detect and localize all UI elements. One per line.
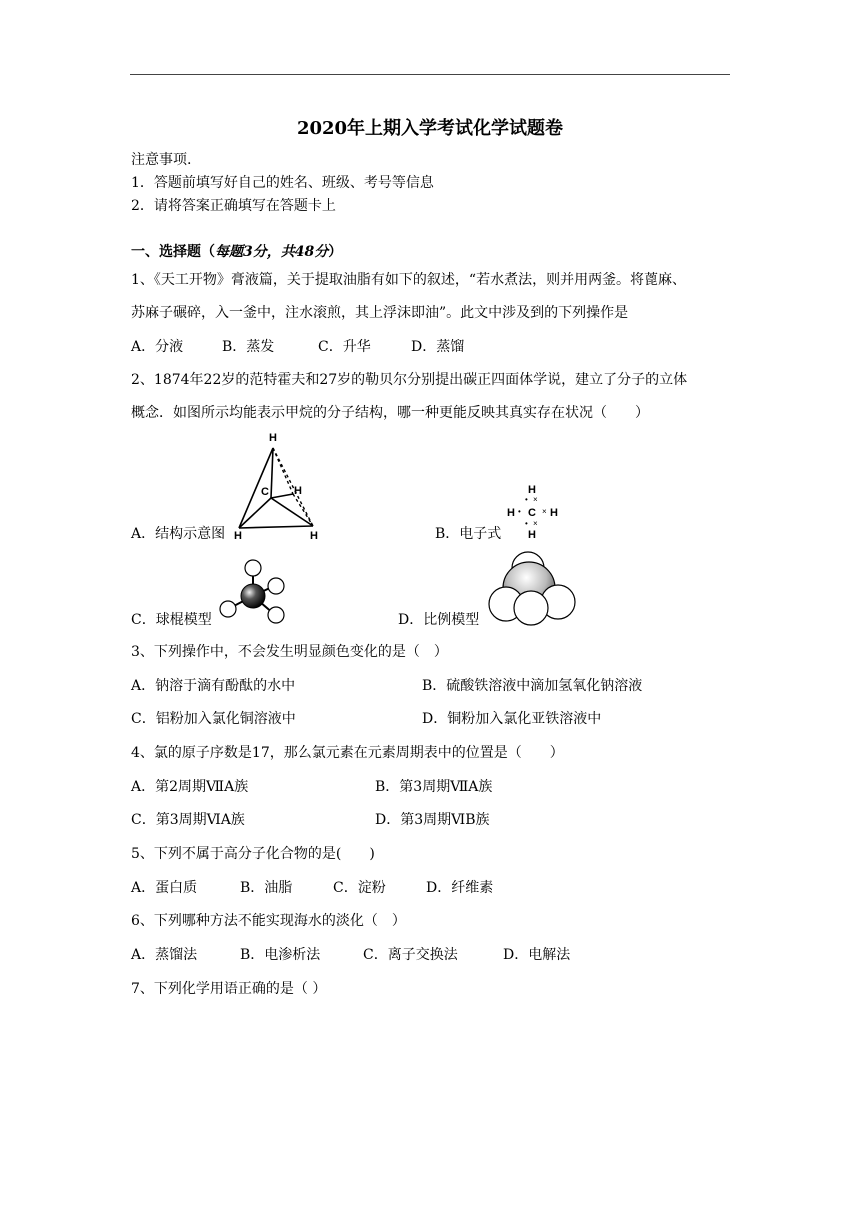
q2-stem-line-2: 概念．如图所示均能表示甲烷的分子结构，哪一种更能反映其真实存在状况（ ） — [131, 405, 649, 421]
ef-cross: × — [542, 507, 547, 516]
q3-option-b: B．硫酸铁溶液中滴加氢氧化钠溶液 — [422, 678, 643, 694]
ef-cross: × — [533, 495, 538, 504]
methane-space-filling-model — [486, 550, 578, 626]
ef-h-bottom: H — [528, 529, 536, 541]
q2-option-b: B．电子式 — [435, 526, 502, 542]
q4-option-a: A．第2周期ⅦA族 — [131, 779, 249, 795]
q6-option-c: C．离子交换法 — [363, 947, 458, 963]
q2-option-a: A．结构示意图 — [131, 526, 226, 542]
methane-structure-diagram — [226, 428, 326, 544]
section-heading: 一、选择题（每题3分，共48分） — [131, 244, 343, 260]
q1-stem-line-1: 1、《天工开物》膏液篇，关于提取油脂有如下的叙述，“若水煮法，则并用两釜。将蓖麻、 — [131, 272, 687, 288]
q4-option-d: D．第3周期ⅥB族 — [375, 812, 490, 828]
q1-option-a: A．分液 — [131, 339, 184, 355]
q5-option-b: B．油脂 — [240, 880, 293, 896]
q2-option-c: C．球棍模型 — [131, 612, 212, 628]
q3-option-c: C．铝粉加入氯化铜溶液中 — [131, 711, 296, 727]
notes-item-1: 1．答题前填写好自己的姓名、班级、考号等信息 — [131, 175, 434, 191]
page-title: 2020年上期入学考试化学试题卷 — [296, 118, 564, 139]
ef-h-left: H — [507, 507, 515, 519]
q4-stem: 4、氯的原子序数是17，那么氯元素在元素周期表中的位置是（ ） — [131, 745, 564, 761]
q6-stem: 6、下列哪种方法不能实现海水的淡化（ ） — [131, 913, 406, 929]
notes-heading: 注意事项. — [131, 152, 192, 168]
ef-dot: • — [525, 495, 528, 504]
q4-option-c: C．第3周期ⅥA族 — [131, 812, 245, 828]
ef-c: C — [528, 507, 536, 519]
q5-stem: 5、下列不属于高分子化合物的是( ) — [131, 846, 375, 862]
atom-label-h-bottom: H — [310, 530, 318, 542]
notes-item-2: 2．请将答案正确填写在答题卡上 — [131, 198, 336, 214]
ef-h-right: H — [550, 507, 558, 519]
q5-option-d: D．纤维素 — [426, 880, 494, 896]
q6-option-a: A．蒸馏法 — [131, 947, 198, 963]
atom-label-c: C — [261, 486, 269, 498]
q7-stem: 7、下列化学用语正确的是（ ） — [131, 981, 327, 997]
q2-option-d: D．比例模型 — [398, 612, 480, 628]
ef-dot: • — [525, 519, 528, 528]
q6-option-d: D．电解法 — [503, 947, 571, 963]
ef-dot: • — [518, 507, 521, 516]
q5-option-c: C．淀粉 — [333, 880, 386, 896]
q1-option-d: D．蒸馏 — [411, 339, 465, 355]
section-score-note: 每题3分，共48分 — [215, 244, 329, 260]
methane-electron-formula — [503, 482, 565, 542]
q4-option-b: B．第3周期ⅦA族 — [375, 779, 493, 795]
atom-label-h-left: H — [234, 530, 242, 542]
header-rule — [130, 74, 730, 75]
q6-option-b: B．电渗析法 — [240, 947, 321, 963]
ef-h-top: H — [528, 484, 536, 496]
ef-cross: × — [533, 519, 538, 528]
atom-label-h-right: H — [294, 485, 302, 497]
methane-ball-stick-model — [216, 556, 290, 626]
q1-option-b: B．蒸发 — [222, 339, 275, 355]
q3-option-d: D．铜粉加入氯化亚铁溶液中 — [422, 711, 602, 727]
q3-option-a: A．钠溶于滴有酚酞的水中 — [131, 678, 296, 694]
atom-label-h-top: H — [269, 432, 277, 444]
q3-stem: 3、下列操作中，不会发生明显颜色变化的是（ ） — [131, 644, 448, 660]
q2-stem-line-1: 2、1874年22岁的范特霍夫和27岁的勒贝尔分别提出碳正四面体学说，建立了分子的立体 — [131, 372, 688, 388]
q5-option-a: A．蛋白质 — [131, 880, 198, 896]
q1-stem-line-2: 苏麻子碾碎，入一釜中，注水滚煎，其上浮沫即油”。此文中涉及到的下列操作是 — [131, 305, 629, 321]
q1-option-c: C．升华 — [318, 339, 371, 355]
